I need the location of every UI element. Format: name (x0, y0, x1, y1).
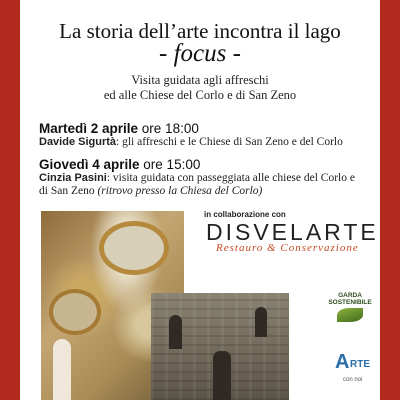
garda-sostenibile-logo (327, 292, 373, 336)
fresco-ceiling-medallion (99, 221, 169, 275)
ruin-window-1 (169, 315, 182, 349)
arte-logo-rte: RTE (350, 359, 370, 370)
event-1-description (39, 136, 364, 149)
fresco-window-arch (53, 339, 71, 400)
event-1-date (39, 121, 199, 136)
poster (20, 0, 380, 400)
arte-logo-con: con noi (343, 377, 363, 383)
event-2-text: : visita guidata con passeggiata alle chiese del Corlo e di San Zeno (39, 172, 355, 197)
fresco-ceiling-medallion-small (49, 289, 101, 335)
event-2-note: (ritrovo presso la Chiesa del Corlo) (97, 185, 263, 197)
collaboration-label: in collaborazione con (204, 210, 286, 219)
poster-title: La storia dell’arte incontra il lago (59, 19, 341, 43)
disvelarte-tagline: Restauro & Conservazione (216, 242, 359, 254)
ruin-window-2 (213, 351, 231, 400)
event-1-time: ore 18:00 (138, 121, 199, 136)
subtitle-line-1: Visita guidata agli affreschi (131, 73, 269, 87)
church-ruins-photo (151, 293, 289, 400)
event-1-guide: Davide Sigurtà (39, 136, 117, 148)
event-1-day: Martedì 2 aprile (39, 121, 139, 136)
event-2-description (39, 172, 364, 198)
ruin-window-3 (255, 307, 267, 337)
event-2-date (39, 157, 200, 172)
garda-logo-line-2: SOSTENIBILE (328, 299, 372, 306)
event-2-time: ore 15:00 (139, 157, 201, 172)
event-1-text: : gli affreschi e le Chiese di San Zeno e del Corlo (116, 136, 343, 148)
subtitle-line-2: ed alle Chiese del Corlo e di San Zeno (103, 88, 297, 102)
leaf-icon (337, 308, 363, 322)
event-2-day: Giovedì 4 aprile (39, 157, 140, 172)
arte-logo (335, 351, 371, 396)
arte-logo-a: A (335, 351, 350, 373)
garda-logo-line-1: GARDA (338, 292, 362, 299)
event-2-guide: Cinzia Pasini (39, 172, 107, 184)
disvelarte-logo: DISVELARTE (206, 219, 379, 245)
focus-heading: - focus - (159, 40, 241, 67)
